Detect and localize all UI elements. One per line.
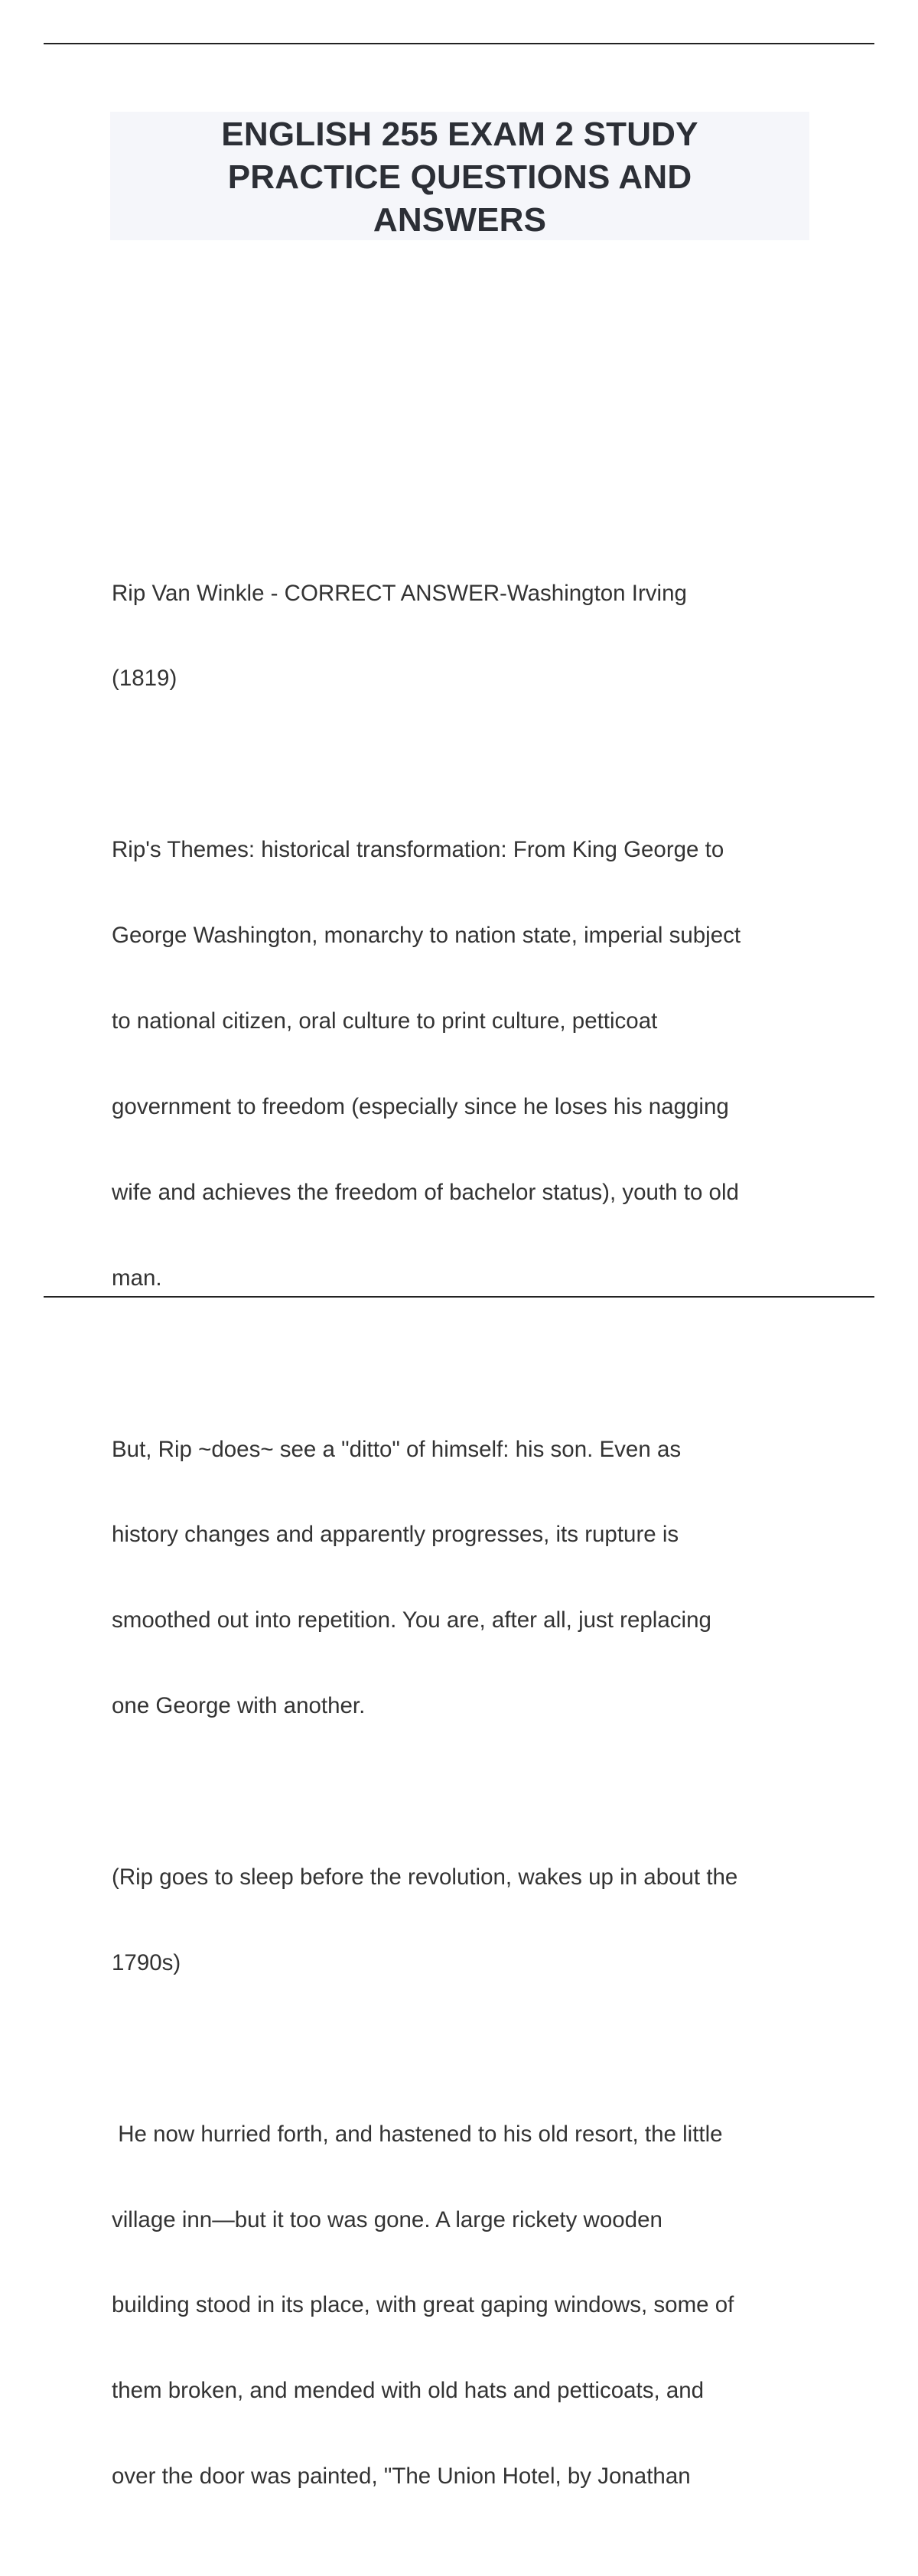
text-line: building stood in its place, with great gaping windows, some of — [112, 2292, 734, 2318]
paragraph-ditto — [112, 1378, 815, 1777]
text-line: (Rip goes to sleep before the revolution, wakes up in about the — [112, 1864, 738, 1890]
title-line: ANSWERS — [373, 201, 547, 239]
document-body — [112, 522, 815, 2576]
text-line: 1790s) — [112, 1949, 181, 1975]
text-line: smoothed out into repetition. You are, after all, just replacing — [112, 1607, 711, 1633]
title-line: ENGLISH 255 EXAM 2 STUDY — [221, 116, 698, 153]
text-line: them broken, and mended with old hats and petticoats, and — [112, 2378, 705, 2404]
text-line: George Washington, monarchy to nation state, imperial subject — [112, 923, 741, 949]
top-rule — [44, 43, 874, 44]
text-line: wife and achieves the freedom of bachelor status), youth to old — [112, 1179, 739, 1205]
text-line: over the door was painted, "The Union Hotel, by Jonathan — [112, 2464, 691, 2490]
bottom-rule — [44, 1296, 874, 1298]
text-line: village inn—but it too was gone. A large rickety wooden — [112, 2206, 662, 2232]
paragraph-quote — [112, 2063, 815, 2548]
text-line: government to freedom (especially since he loses his nagging — [112, 1093, 729, 1119]
text-line: history changes and apparently progresses, its rupture is — [112, 1522, 679, 1548]
title-banner — [110, 112, 809, 240]
paragraph-sleep — [112, 1806, 815, 2034]
text-line: one George with another. — [112, 1693, 366, 1719]
title-line: PRACTICE QUESTIONS AND — [227, 158, 692, 196]
text-line: man. — [112, 1265, 162, 1291]
paragraph-rip-van-winkle — [112, 522, 815, 750]
text-line: He now hurried forth, and hastened to his old resort, the little — [112, 2121, 723, 2147]
text-line: Rip's Themes: historical transformation: From King George to — [112, 837, 724, 863]
text-line: Rip Van Winkle - CORRECT ANSWER-Washington Irving — [112, 580, 687, 606]
text-line: But, Rip ~does~ see a "ditto" of himself: his son. Even as — [112, 1436, 682, 1462]
text-line: to national citizen, oral culture to print culture, petticoat — [112, 1008, 658, 1034]
text-line: (1819) — [112, 666, 177, 692]
paragraph-rips-themes — [112, 779, 815, 1350]
